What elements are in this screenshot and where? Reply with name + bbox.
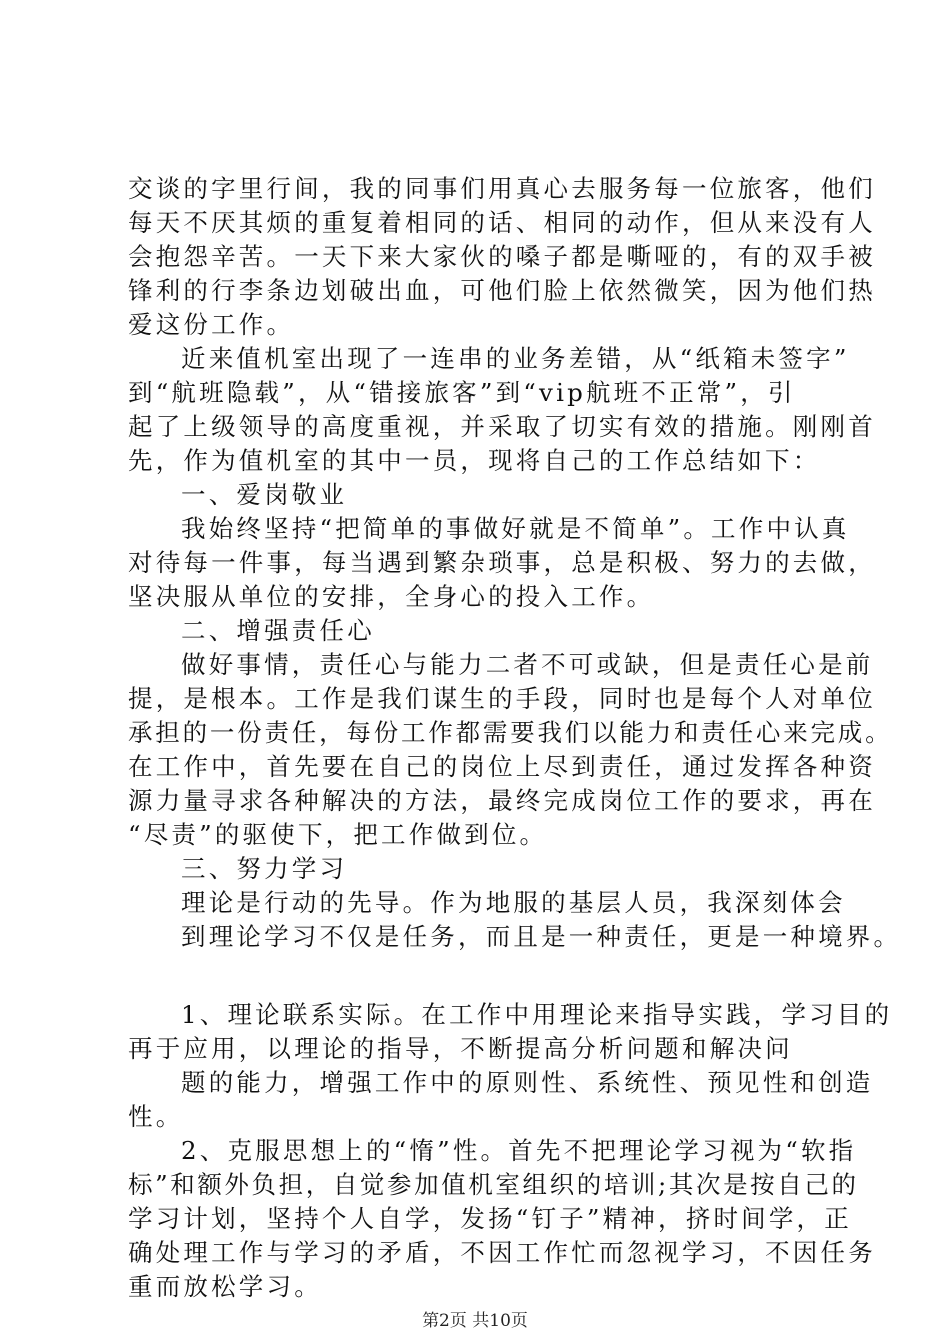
body-text-line: “尽责”的驱使下，把工作做到位。 bbox=[128, 820, 548, 849]
body-text-line: 性。 bbox=[128, 1102, 184, 1131]
body-text-line: 会抱怨辛苦。一天下来大家伙的嗓子都是嘶哑的，有的双手被 bbox=[128, 242, 876, 271]
section-heading: 二、增强责任心 bbox=[181, 616, 375, 645]
body-text-line: 到理论学习不仅是任务，而且是一种责任，更是一种境界。 bbox=[181, 922, 902, 951]
body-text-line: 提，是根本。工作是我们谋生的手段，同时也是每个人对单位 bbox=[128, 684, 876, 713]
body-text-line: 理论是行动的先导。作为地服的基层人员，我深刻体会 bbox=[181, 888, 846, 917]
body-text-line: 1、理论联系实际。在工作中用理论来指导实践，学习目的 bbox=[181, 1000, 893, 1029]
body-text-line: 在工作中，首先要在自己的岗位上尽到责任，通过发挥各种资 bbox=[128, 752, 876, 781]
section-heading: 三、努力学习 bbox=[181, 854, 348, 883]
body-text-line: 标”和额外负担，自觉参加值机室组织的培训;其次是按自己的 bbox=[128, 1170, 859, 1199]
body-text-line: 源力量寻求各种解决的方法，最终完成岗位工作的要求，再在 bbox=[128, 786, 876, 815]
body-text-line: 重而放松学习。 bbox=[128, 1272, 322, 1301]
body-text-line: 做好事情，责任心与能力二者不可或缺，但是责任心是前 bbox=[181, 650, 874, 679]
body-text-line: 到“航班隐载”，从“错接旅客”到“vip航班不正常”，引 bbox=[128, 378, 796, 407]
body-text-line: 坚决服从单位的安排，全身心的投入工作。 bbox=[128, 582, 655, 611]
body-text-line: 2、克服思想上的“惰”性。首先不把理论学习视为“软指 bbox=[181, 1136, 857, 1165]
body-text-line: 我始终坚持“把简单的事做好就是不简单”。工作中认真 bbox=[181, 514, 850, 543]
body-text-line: 学习计划，坚持个人自学，发扬“钉子”精神，挤时间学，正 bbox=[128, 1204, 852, 1233]
body-text-line: 锋利的行李条边划破出血，可他们脸上依然微笑，因为他们热 bbox=[128, 276, 876, 305]
body-text-line: 题的能力，增强工作中的原则性、系统性、预见性和创造 bbox=[181, 1068, 874, 1097]
body-text-line: 每天不厌其烦的重复着相同的话、相同的动作，但从来没有人 bbox=[128, 208, 876, 237]
body-text-line: 先，作为值机室的其中一员，现将自己的工作总结如下： bbox=[128, 446, 821, 475]
body-text-line: 交谈的字里行间，我的同事们用真心去服务每一位旅客，他们 bbox=[128, 174, 876, 203]
body-text-line: 对待每一件事，每当遇到繁杂琐事，总是积极、努力的去做， bbox=[128, 548, 876, 577]
body-text-line: 再于应用，以理论的指导，不断提高分析问题和解决问 bbox=[128, 1034, 793, 1063]
section-heading: 一、爱岗敬业 bbox=[181, 480, 348, 509]
body-text-line: 承担的一份责任，每份工作都需要我们以能力和责任心来完成。 bbox=[128, 718, 893, 747]
body-text-line: 起了上级领导的高度重视，并采取了切实有效的措施。刚刚首 bbox=[128, 412, 876, 441]
body-text-line: 近来值机室出现了一连串的业务差错，从“纸箱未签字” bbox=[181, 344, 850, 373]
body-text-line: 爱这份工作。 bbox=[128, 310, 295, 339]
body-text-line: 确处理工作与学习的矛盾，不因工作忙而忽视学习，不因任务 bbox=[128, 1238, 876, 1267]
page-footer: 第2页 共10页 bbox=[422, 1311, 528, 1331]
